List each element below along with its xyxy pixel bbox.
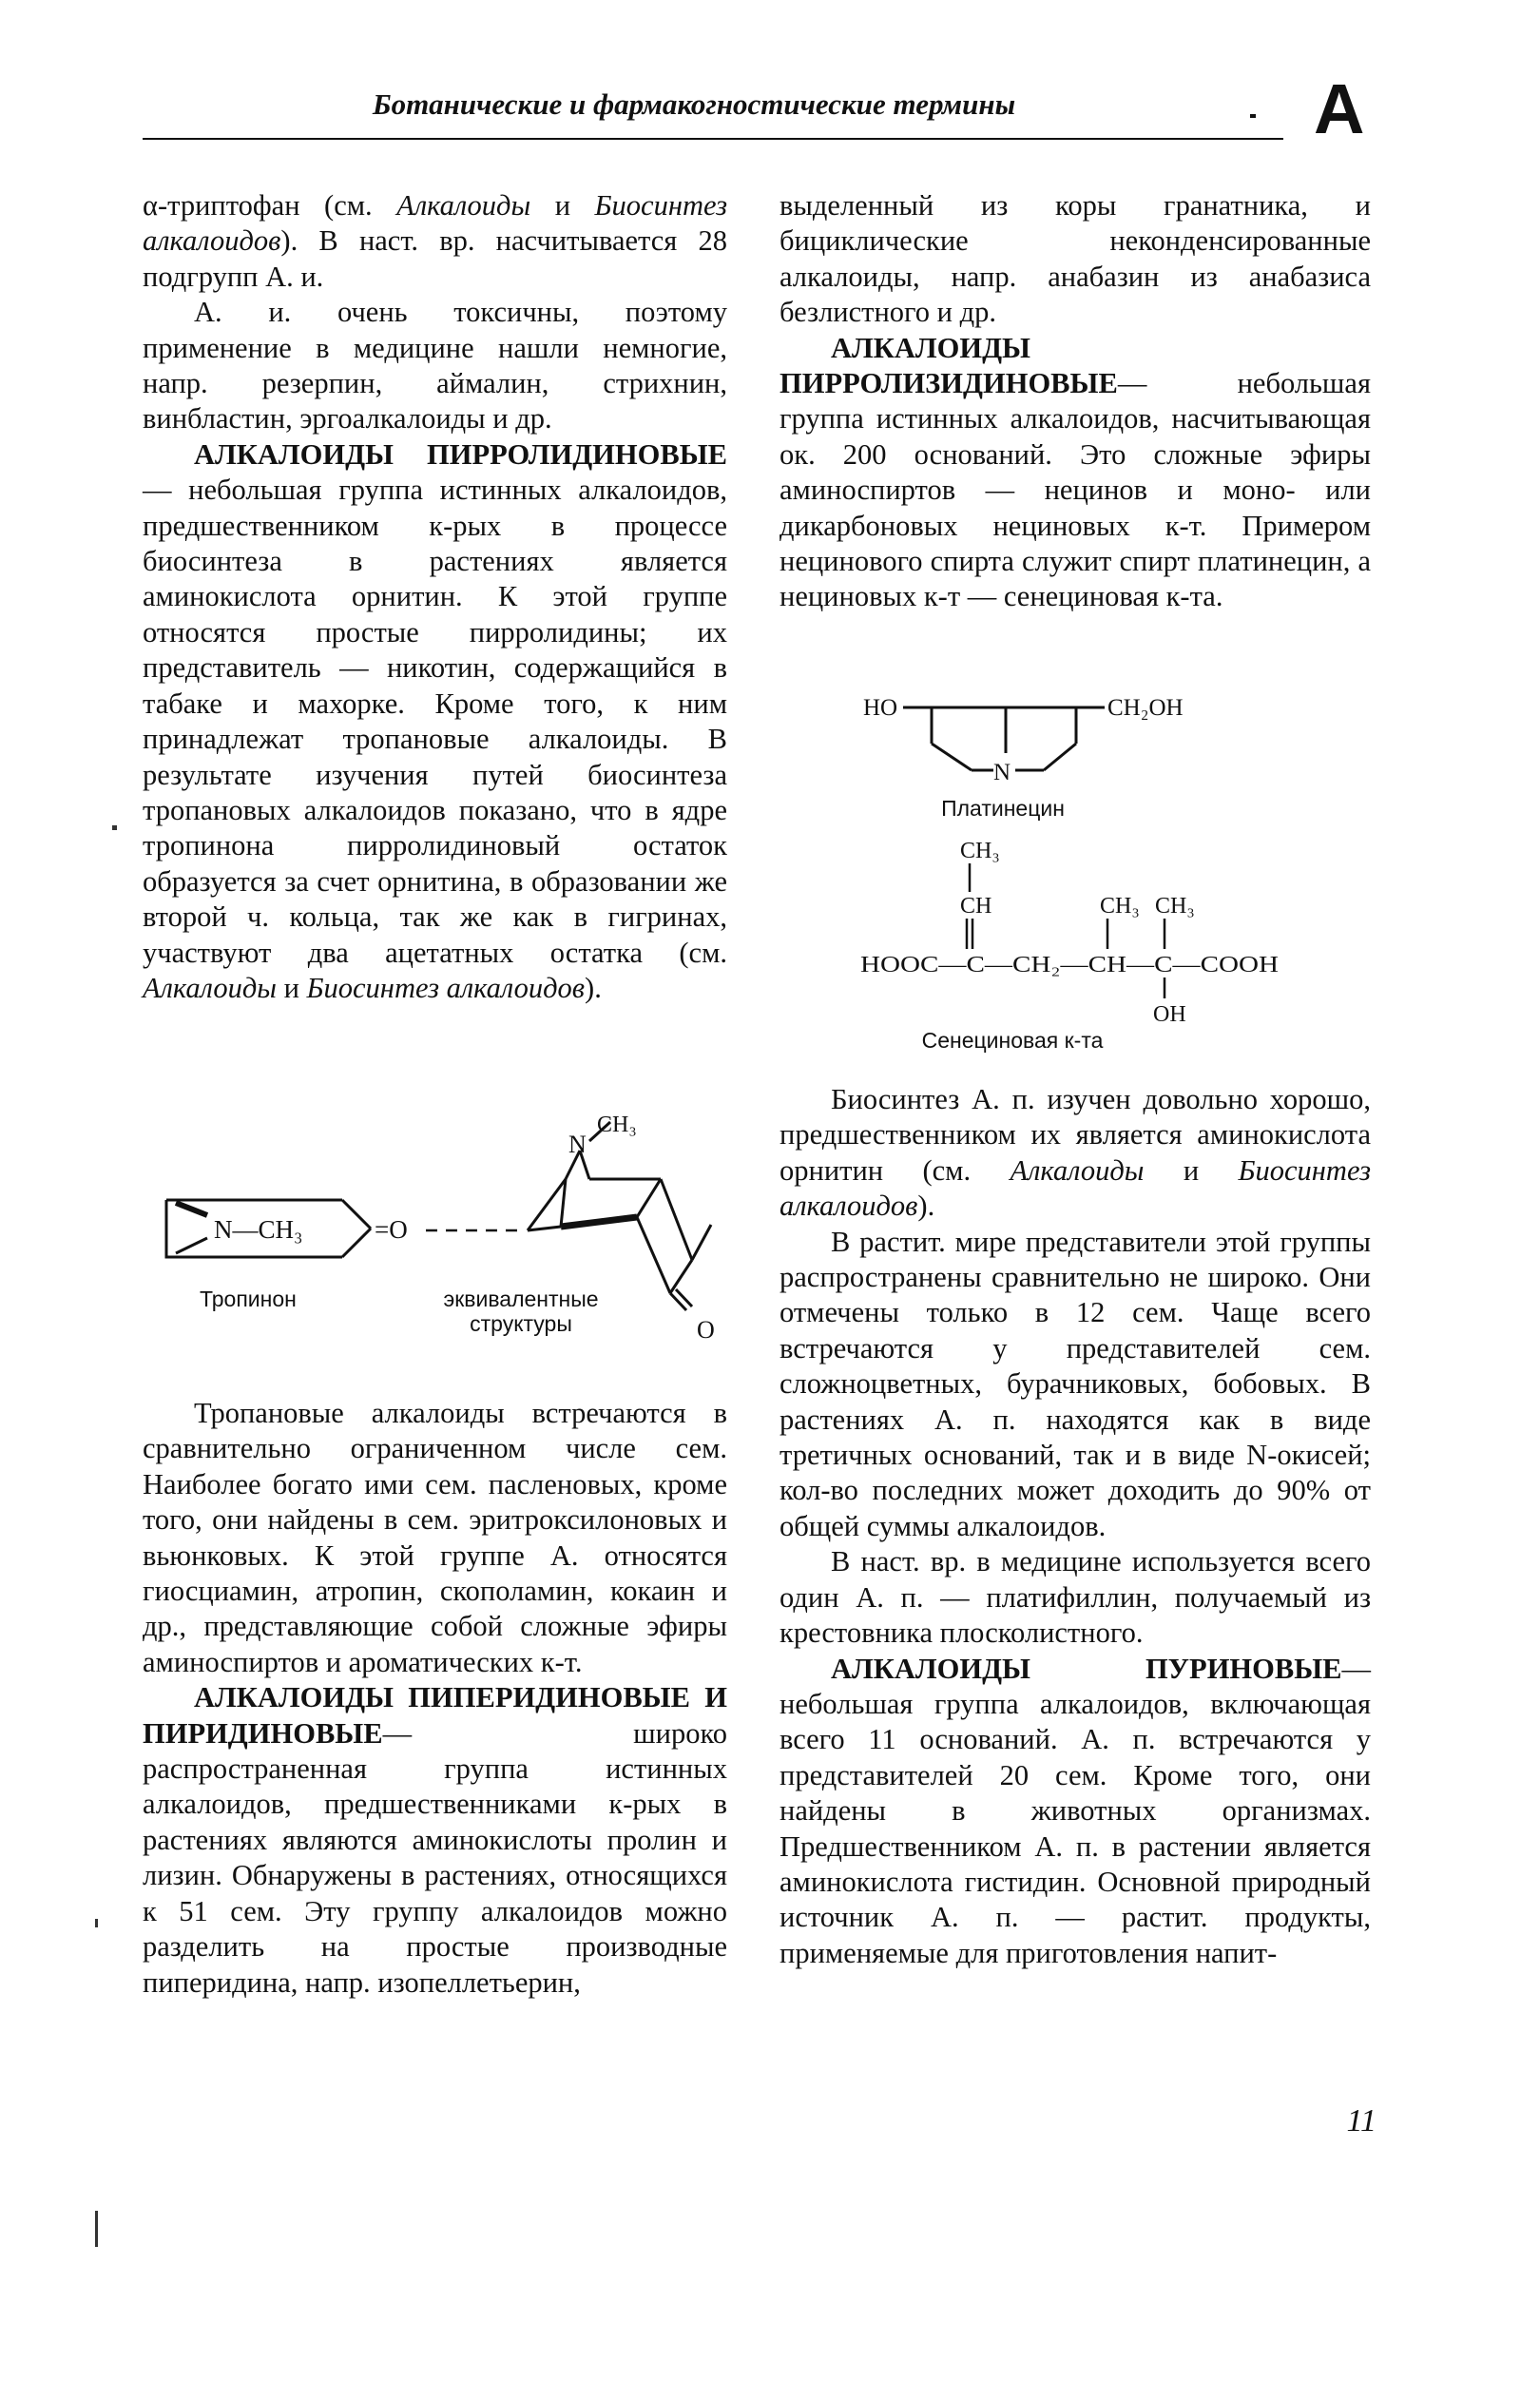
cross-reference: Алкалоиды — [396, 189, 531, 222]
cross-reference: Биосинтез алкалоидов — [780, 1153, 1371, 1223]
entry-piperidine — [143, 1680, 727, 2001]
platynecine-structure — [856, 675, 1236, 821]
platynecine-n-label: N — [993, 760, 1011, 785]
entry-text: — небольшая группа алкалоидов, включающая всего 11 оснований. А. п. встречаются у представителей 20 сем. Кроме того, они найдены в животных организмах. Предшественником А. п. в растении является аминокислота гистидин. Основной природный источник А. п. — растит. продукты, применяемые для приготовления напит- — [780, 1652, 1371, 1969]
n-methyl-label: N—CH₃ — [214, 1215, 303, 1244]
tropinone-caption: Тропинон — [200, 1287, 297, 1311]
text-run: α-триптофан (см. — [143, 189, 373, 222]
paragraph-anabasine: выделенный из коры гранатника, и бициклические неконденсированные алкалоиды, напр. анабазин из анабазиса безлистного и др. — [780, 189, 1371, 329]
top-methyl-label: CH₃ — [960, 839, 1000, 863]
tropinone-figure — [143, 1103, 741, 1350]
entry-heading: АЛКАЛОИДЫ ПИРРОЛИЗИДИНОВЫЕ — [780, 331, 1118, 400]
text-run: ). — [585, 971, 602, 1004]
cross-reference: Биосинтез алкалоидов — [143, 189, 728, 258]
entry-text: — широко распространенная группа истинных алкалоидов, предшественниками к-рых в растениях являются аминокислоты пролин и лизин. Обнаружены в растениях, относящихся к 51 сем. Эту группу алкалоидов можно разделить на простые производные пиперидина, напр. изопеллетьерин, — [143, 1716, 727, 1999]
bridge-methyl-label: CH₃ — [597, 1113, 637, 1137]
paragraph-biosynthesis — [780, 1082, 1371, 1225]
paragraph-distribution: В растит. мире представители этой группы распространены сравнительно не широко. Они отмечены только в 12 сем. Чаще всего встречаются у представителей сем. сложноцветных, бурачниковых, бобовых. В растениях А. п. находятся как в виде третичных оснований, так и в виде N-окисей; кол-во последних может доходить до 90% от общей суммы алкалоидов. — [780, 1225, 1371, 1542]
platynecine-caption: Платинецин — [941, 796, 1065, 821]
bridge-n-label: N — [568, 1131, 587, 1158]
cross-reference: Биосинтез алкалоидов — [306, 971, 586, 1004]
oxygen-link-label: =O — [375, 1215, 408, 1244]
section-letter: А — [1314, 69, 1365, 148]
ch2oh-label: CH₂OH — [1107, 695, 1184, 721]
text-run: и — [554, 189, 571, 222]
entry-pyrrolizidine — [780, 331, 1371, 615]
entry-pyrrolidine — [143, 437, 727, 1007]
text-run: ). — [917, 1190, 935, 1223]
text-run: и — [1183, 1153, 1200, 1187]
entry-heading: АЛКАЛОИДЫ ПУРИНОВЫЕ — [831, 1652, 1342, 1685]
bicyclic-skeleton — [528, 1122, 711, 1310]
entry-heading: АЛКАЛОИДЫ ПИПЕРИДИНОВЫЕ И ПИРИДИНОВЫЕ — [143, 1681, 727, 1750]
scan-speck — [95, 1919, 98, 1927]
platynecine-figure — [856, 675, 1236, 821]
entry-text: — небольшая группа истинных алкалоидов, предшественником к-рых в процессе биосинтеза в растениях является аминокислота орнитин. К этой группе относятся простые пирролидины; их представитель — никотин, содержащийся в табаке и махорке. Кроме того, к ним принадлежат тропановые алкалоиды. В результате изучения путей биосинтеза тропановых алкалоидов показано, что в ядре тропинона пирролидиновый остаток образуется за счет орнитина, в образовании же второй ч. кольца, так же как в гигринах, участвуют два ацетатных остатка (см. — [143, 474, 727, 969]
methyl-a-label: CH₃ — [1100, 894, 1140, 919]
scan-speck — [95, 2211, 98, 2247]
left-column-bottom — [143, 1396, 727, 2001]
header-rule — [143, 138, 1283, 140]
text-run: ). В наст. вр. насчитывается 28 подгрупп А. и. — [143, 224, 727, 293]
paragraph-tryptophan — [143, 188, 727, 295]
entry-text: — небольшая группа истинных алкалоидов, насчитывающая ок. 200 оснований. Это сложные эфиры аминоспиртов — нецинов и моно- или дикарбоновых нециновых к-т. Примером нецинового спирта служит спирт платинецин, а нециновых к-т — сенециновая к-та. — [780, 367, 1371, 613]
senecic-acid-structure — [860, 827, 1298, 1055]
main-chain-label: HOOC—C—CH₂—CH—C—COOH — [860, 953, 1279, 977]
cross-reference: Алкалоиды — [143, 971, 277, 1004]
tropinone-structure — [143, 1103, 741, 1350]
header-mark — [1250, 114, 1256, 118]
equivalent-caption-line1: эквивалентные — [443, 1287, 599, 1311]
page-number: 11 — [1346, 2103, 1376, 2139]
right-column-bottom — [780, 1082, 1371, 1971]
cross-reference: Алкалоиды — [1010, 1153, 1145, 1187]
text-run: Биосинтез А. п. изучен довольно хорошо, предшественником их является аминокислота орнитин (см. — [780, 1083, 1371, 1187]
running-title: Ботанические и фармакогностические термины — [372, 87, 1016, 121]
ch-label: CH — [960, 894, 992, 919]
left-column-top — [143, 188, 727, 1006]
senecic-acid-caption: Сенециновая к-та — [921, 1028, 1104, 1053]
right-column-top — [780, 188, 1371, 615]
ho-label: HO — [863, 695, 898, 721]
scan-speck — [112, 825, 117, 830]
entry-purine — [780, 1652, 1371, 1972]
ketone-o-label: O — [697, 1316, 715, 1344]
paragraph-platyphylline: В наст. вр. в медицине используется всего один А. п. — платифиллин, получаемый из крестовника плосколистного. — [780, 1545, 1371, 1650]
senecic-acid-figure — [860, 827, 1298, 1055]
entry-heading: АЛКАЛОИДЫ ПИРРОЛИДИНОВЫЕ — [194, 437, 727, 471]
equivalent-caption-line2: структуры — [470, 1311, 572, 1336]
paragraph-tropane: Тропановые алкалоиды встречаются в сравнительно ограниченном числе сем. Наиболее богато ими сем. пасленовых, кроме того, они найдены в сем. эритроксилоновых и вьюнковых. К этой группе А. относятся гиосциамин, атропин, скополамин, кокаин и др., представляющие собой сложные эфиры аминоспиртов и ароматических к-т. — [143, 1397, 727, 1678]
paragraph-toxicity: А. и. очень токсичны, поэтому применение в медицине нашли немногие, напр. резерпин, аймалин, стрихнин, винбластин, эргоалкалоиды и др. — [143, 296, 727, 435]
text-run: и — [283, 971, 299, 1004]
oh-label: OH — [1153, 1002, 1186, 1027]
methyl-b-label: CH₃ — [1155, 894, 1195, 919]
